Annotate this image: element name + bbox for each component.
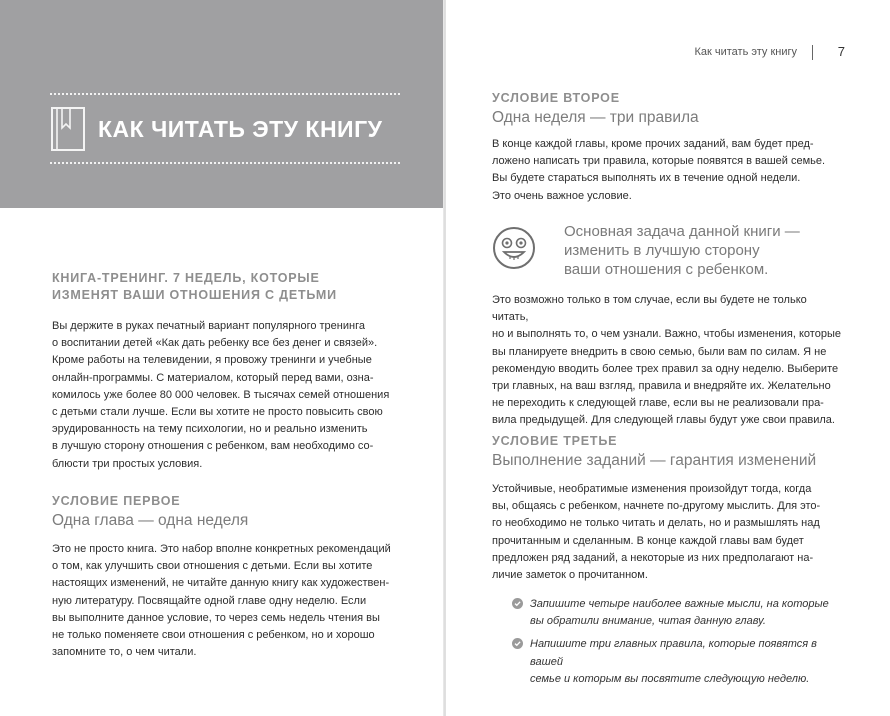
text-line: комилось уже более 80 000 человек. В тысячах семей отношения: [52, 388, 390, 401]
text-line: ложено написать три правила, которые появятся в вашей семье.: [492, 155, 826, 168]
text-line: Вы держите в руках печатный вариант популярного тренинга: [52, 320, 365, 332]
chapter-title: КАК ЧИТАТЬ ЭТУ КНИГУ: [98, 116, 383, 142]
running-separator: [812, 45, 813, 60]
text-line: Вы будете стараться выполнять их в течение одной недели.: [492, 172, 801, 185]
section-heading-line: КНИГА-ТРЕНИНГ. 7 НЕДЕЛЬ, КОТОРЫЕ: [52, 271, 320, 285]
task-item: [512, 636, 847, 688]
text-line: Устойчивые, необратимые изменения произойдут тогда, когда: [492, 483, 812, 495]
dotted-divider-top: [50, 93, 400, 95]
page-number: 7: [837, 44, 845, 59]
text-line: Это возможно только в том случае, если вы будете не только читать,: [492, 294, 807, 324]
text-line: не только поменяете свои отношения с ребенком, но и хорошо: [52, 629, 375, 642]
text-line: Это очень важное условие.: [492, 189, 632, 202]
condition-one-heading: [52, 493, 404, 530]
section-heading-block: [52, 270, 404, 304]
smiley-face-icon: [492, 226, 536, 270]
intro-paragraph: [52, 318, 404, 473]
text-line: настоящих изменений, не читайте данную книгу как художествен-: [52, 577, 390, 590]
check-circle-icon: [512, 598, 523, 609]
text-line: вила предыдущей. Для следующей главы будут уже свои правила.: [492, 414, 835, 427]
text-line: о том, как улучшить свои отношения с детьми. Если вы хотите: [52, 560, 373, 573]
text-line: не переходить к следующей главе, если вы не реализовали пра-: [492, 397, 824, 410]
section-heading-line: ИЗМЕНЯТ ВАШИ ОТНОШЕНИЯ С ДЕТЬМИ: [52, 288, 337, 302]
condition-subtitle: Одна неделя — три правила: [492, 109, 699, 126]
text-line: блюсти три простых условия.: [52, 457, 203, 470]
condition-three-heading: [492, 433, 842, 470]
text-line: Запишите четыре наиболее важные мысли, на которые: [530, 598, 829, 610]
text-line: онлайн-программы. С материалом, который перед вами, озна-: [52, 371, 374, 384]
text-line: го необходимо не только читать и делать, но и размышлять над: [492, 517, 820, 530]
condition-two-paragraph: [492, 136, 842, 205]
highlight-quote: [492, 222, 842, 284]
text-line: Напишите три главных правила, которые появятся в вашей: [530, 638, 817, 668]
task-item: [512, 596, 847, 630]
book-icon: [50, 106, 86, 152]
quote-line: Основная задача данной книги —: [564, 223, 800, 240]
text-line: вы выполните данное условие, то через семь недель чтения вы: [52, 611, 380, 624]
condition-heading: УСЛОВИЕ ПЕРВОЕ: [52, 494, 181, 508]
text-line: вы планируете внедрить в свою семью, были вам по силам. Я не: [492, 345, 827, 358]
text-line: в лучшую сторону отношения с ребенком, вам необходимо со-: [52, 440, 374, 453]
text-line: Это не просто книга. Это набор вполне конкретных рекомендаций: [52, 543, 391, 555]
quote-line: ваши отношения с ребенком.: [564, 261, 769, 278]
chapter-header-band: [0, 0, 445, 208]
condition-subtitle: Выполнение заданий — гарантия изменений: [492, 452, 817, 469]
after-quote-paragraph: [492, 292, 842, 430]
text-line: семье и которым вы посвятите следующую неделю.: [530, 672, 810, 685]
condition-two-heading: [492, 90, 842, 127]
text-line: с детьми стали лучше. Если вы хотите не просто повысить свою: [52, 406, 383, 419]
condition-subtitle: Одна глава — одна неделя: [52, 512, 249, 529]
task-list: [512, 596, 847, 688]
text-line: Кроме работы на телевидении, я провожу тренинги и учебные: [52, 354, 372, 367]
text-line: ную литературу. Посвящайте одной главе одну неделю. Если: [52, 594, 367, 607]
dotted-divider-bottom: [50, 162, 400, 164]
text-line: рекомендую вводить более трех правил за одну неделю. Выберите: [492, 362, 839, 375]
text-line: но и выполнять то, о чем узнали. Важно, чтобы изменения, которые: [492, 328, 841, 341]
running-title: Как читать эту книгу: [694, 46, 797, 58]
text-line: вы обратили внимание, читая данную главу.: [530, 615, 766, 628]
quote-line: изменить в лучшую сторону: [564, 242, 760, 259]
text-line: личие заметок о прочитанном.: [492, 569, 648, 582]
check-circle-icon: [512, 638, 523, 649]
text-line: о воспитании детей «Как дать ребенку все без денег и связей».: [52, 337, 378, 350]
text-line: В конце каждой главы, кроме прочих заданий, вам будет пред-: [492, 138, 814, 150]
text-line: предложен ряд заданий, а некоторые из них предполагают на-: [492, 551, 814, 564]
condition-three-paragraph: [492, 481, 842, 584]
condition-heading: УСЛОВИЕ ВТОРОЕ: [492, 91, 620, 105]
quote-text: [564, 222, 834, 279]
text-line: прочитанным и сделанным. В конце каждой главы вам будет: [492, 534, 804, 547]
running-header: [640, 45, 845, 61]
text-line: запомните то, о чем читали.: [52, 646, 197, 659]
condition-one-paragraph: [52, 541, 404, 661]
text-line: эрудированность на тему психологии, но и реально изменить: [52, 423, 368, 436]
text-line: три главных, на ваш взгляд, правила и внедряйте их. Желательно: [492, 380, 831, 393]
condition-heading: УСЛОВИЕ ТРЕТЬЕ: [492, 434, 618, 448]
text-line: вы, общаясь с ребенком, начнете по-другому мыслить. Для это-: [492, 500, 821, 513]
